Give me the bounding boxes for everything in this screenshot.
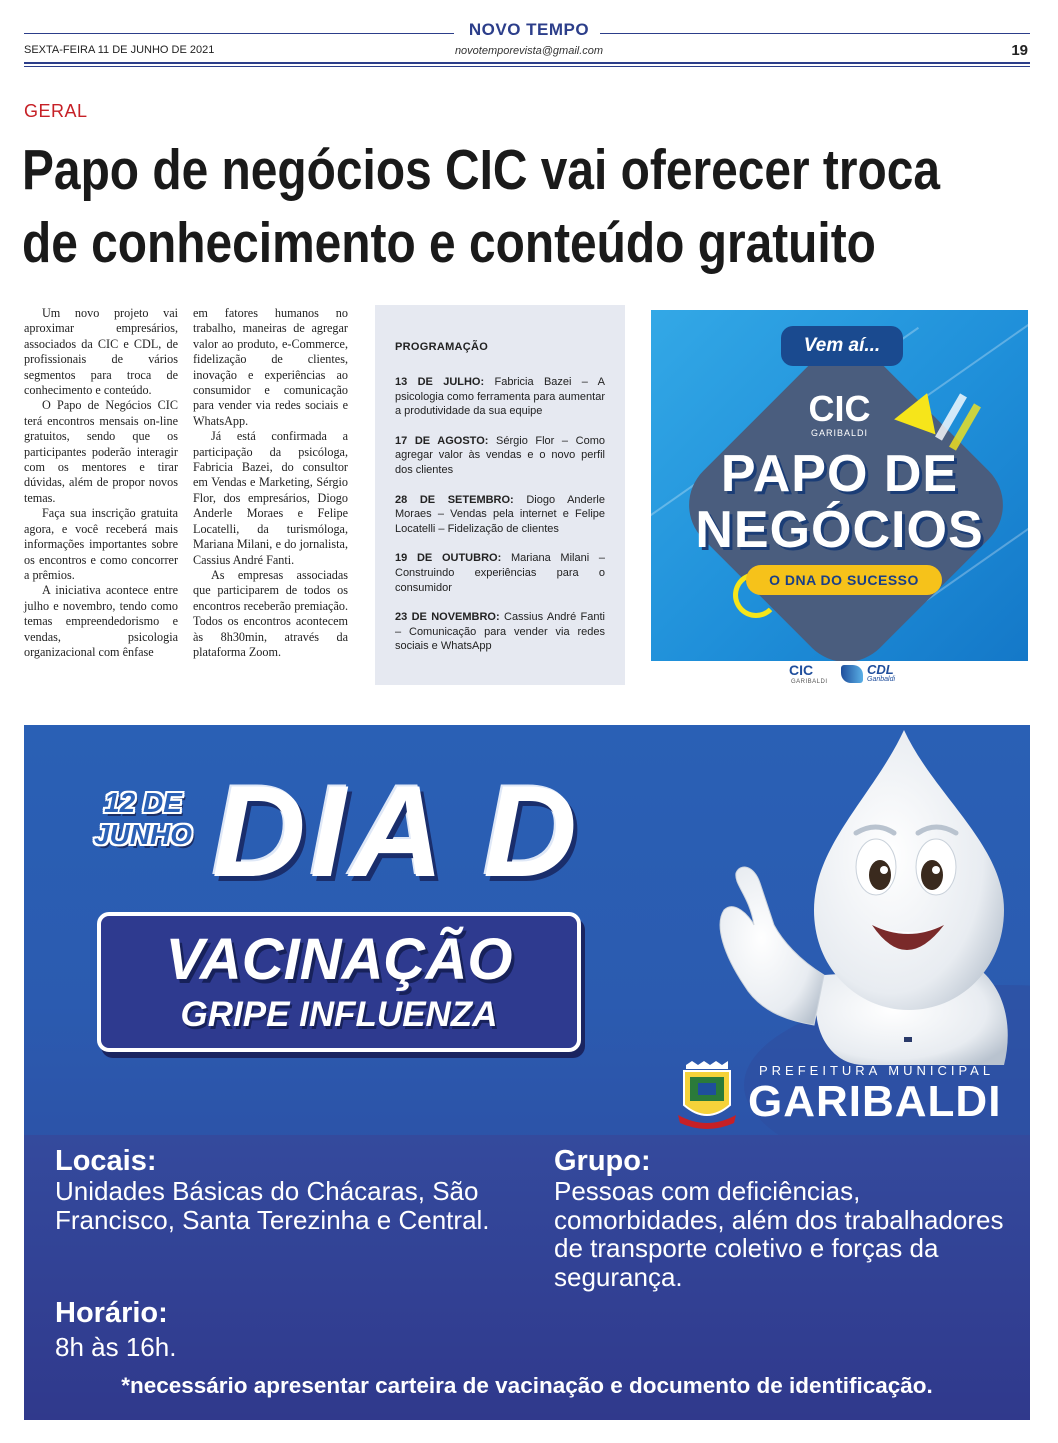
article-headline (22, 134, 941, 280)
dia-d-headline: DIA D (212, 758, 582, 904)
horario-text: 8h às 16h. (55, 1332, 177, 1362)
page-number: 19 (1011, 42, 1028, 59)
campaign-date: 12 DE JUNHO (93, 787, 192, 850)
vem-ai-badge: Vem aí... (781, 326, 903, 366)
tagline-pill: O DNA DO SUCESSO (746, 565, 942, 595)
vaccination-title: VACINAÇÃO (165, 927, 513, 992)
programacao-date: 17 DE AGOSTO: (395, 434, 489, 447)
garibaldi-crest-icon (676, 1061, 738, 1131)
programacao-item (395, 610, 605, 654)
newspaper-name: NOVO TEMPO (468, 20, 590, 39)
issue-date: SEXTA-FEIRA 11 DE JUNHO DE 2021 (24, 44, 215, 56)
grupo-text: Pessoas com deficiências, comorbidades, além dos trabalhadores de transporte coletivo e forças da segurança. (554, 1176, 1004, 1292)
cic-sponsor-subtitle: GARIBALDI (791, 679, 828, 685)
programacao-date: 13 DE JULHO: (395, 376, 485, 388)
cdl-logo-icon (841, 665, 863, 683)
headline-line-2: de conhecimento e conteúdo gratuito (22, 211, 876, 275)
programacao-item (395, 434, 605, 478)
paragraph: O Papo de Negócios CIC terá encontros mensais on-line gratuitos, sendo que os participantes poderão interagir com os mentores e tirar dúvidas, além de propor novos temas. (24, 398, 178, 505)
paragraph: A iniciativa acontece entre julho e novembro, tendo como temas empreendedorismo e vendas, psicologia organizacional com ênfase (24, 583, 178, 659)
paragraph: As empresas associadas que participarem de todos os encontros receberão premiação. Todos os encontros acontecem às 8h30min, através da plataforma Zoom. (193, 567, 348, 659)
programacao-item (395, 493, 605, 537)
grupo-heading: Grupo: (554, 1145, 651, 1177)
locais-section (55, 1145, 525, 1234)
vaccination-ad (24, 725, 1030, 1420)
programacao-text: Fabricia Bazei – A psicologia como ferramenta para aumentar a produtividade da sua equipe (395, 376, 605, 418)
papo-de-negocios-ad (651, 310, 1028, 661)
programacao-item (395, 551, 605, 595)
title-line-2: NEGÓCIOS (695, 501, 984, 559)
papo-de-negocios-title (651, 446, 1028, 558)
article-column-2 (193, 306, 348, 660)
programacao-text: Diogo Anderle Moraes – Vendas pela internet e Felipe Locatelli – Fidelização de clientes (395, 493, 605, 535)
programacao-date: 23 DE NOVEMBRO: (395, 611, 500, 624)
programacao-text: Cassius André Fanti – Comunicação para vender via redes sociais e WhatsApp (395, 611, 606, 653)
masthead-divider-thin (24, 66, 1030, 67)
title-line-1: PAPO DE (720, 445, 959, 503)
city-name: GARIBALDI (748, 1077, 1002, 1126)
paragraph: Faça sua inscrição gratuita agora, e você receberá mais informações importantes sobre os encontros e como concorrer a prêmios. (24, 506, 178, 582)
requirements-note: *necessário apresentar carteira de vacinação e documento de identificação. (121, 1373, 933, 1398)
programacao-item (395, 375, 605, 419)
paragraph-continued: em fatores humanos no trabalho, maneiras de agregar valor ao produto, e-Commerce, fidelização de clientes, inovação e experiências ao consumidor e comunicação para vender via redes sociais e WhatsApp. (193, 306, 348, 428)
cic-logo: CIC (808, 388, 871, 429)
contact-email: novotemporevista@gmail.com (454, 45, 604, 57)
vaccination-subtitle: GRIPE INFLUENZA (180, 995, 498, 1034)
programacao-text: Sérgio Flor – Como agregar valor às vendas e o novo perfil dos clientes (395, 434, 605, 476)
programacao-title: PROGRAMAÇÃO (395, 341, 489, 353)
programacao-box (375, 305, 625, 685)
cic-sponsor-logo: CIC (789, 662, 814, 678)
article-column-1 (24, 306, 178, 660)
grupo-section (554, 1145, 1014, 1291)
programacao-text: Mariana Milani – Construindo experiências para o consumidor (395, 552, 605, 594)
section-label: GERAL (24, 101, 88, 121)
locais-heading: Locais: (55, 1145, 157, 1177)
paragraph: Já está confirmada a participação da psicóloga, Fabricia Bazei, do consultor em Vendas e Marketing, Sérgio Flor, dos empresários, Diogo Anderle Moraes e Felipe Locatelli, da turismóloga, Mariana Milani, e do jornalista, Cassius André Fanti. (193, 429, 348, 567)
cdl-sponsor-logo: CDL (867, 662, 894, 677)
prefeitura-label: PREFEITURA MUNICIPAL (759, 1063, 995, 1078)
programacao-date: 19 DE OUTUBRO: (395, 552, 502, 565)
vaccination-title-box (97, 912, 581, 1052)
headline-line-1: Papo de negócios CIC vai oferecer troca (22, 138, 941, 202)
programacao-date: 28 DE SETEMBRO: (395, 493, 514, 506)
horario-section (55, 1297, 355, 1362)
paragraph: Um novo projeto vai aproximar empresários, associados da CIC e CDL, de profissionais de vários segmentos para troca de conhecimento e conteúdo. (24, 306, 178, 398)
locais-text: Unidades Básicas do Chácaras, São Francisco, Santa Terezinha e Central. (55, 1176, 490, 1235)
cic-logo-subtitle: GARIBALDI (810, 428, 868, 438)
masthead-divider (24, 62, 1030, 64)
cdl-sponsor-subtitle: Garibaldi (867, 676, 896, 683)
droplet-mascot-icon (704, 725, 1024, 1065)
horario-heading: Horário: (55, 1297, 168, 1329)
sponsor-logos (789, 662, 919, 690)
